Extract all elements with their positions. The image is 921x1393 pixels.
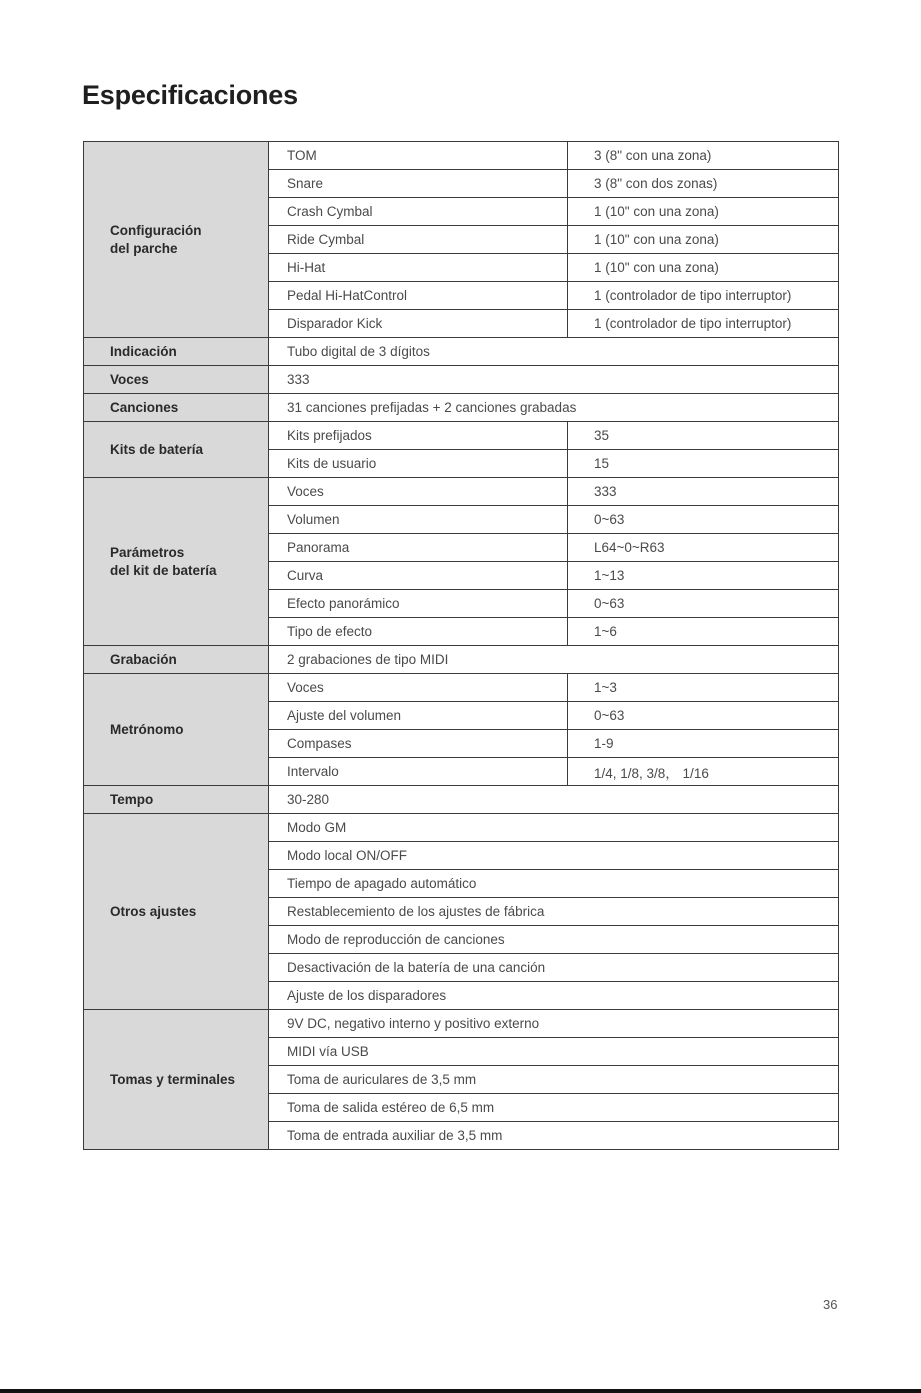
spec-label-cell: Snare <box>269 170 568 198</box>
spec-label-cell: Efecto panorámico <box>269 590 568 618</box>
spec-value-cell: 1 (controlador de tipo interruptor) <box>568 310 839 338</box>
spec-value-cell: 35 <box>568 422 839 450</box>
spec-label-cell: Disparador Kick <box>269 310 568 338</box>
spec-label-cell: Ride Cymbal <box>269 226 568 254</box>
category-cell: Tempo <box>84 786 269 814</box>
spec-label-cell: TOM <box>269 142 568 170</box>
spec-value-cell: 0~63 <box>568 702 839 730</box>
specifications-table <box>83 141 839 1150</box>
table-row <box>84 366 839 394</box>
category-cell: Configuración del parche <box>84 142 269 338</box>
category-cell: Otros ajustes <box>84 814 269 1010</box>
spec-label-cell: Tubo digital de 3 dígitos <box>269 338 839 366</box>
spec-label-cell: Tiempo de apagado automático <box>269 870 839 898</box>
table-row <box>84 394 839 422</box>
category-cell: Grabación <box>84 646 269 674</box>
table-row <box>84 338 839 366</box>
spec-value-cell: 1/4, 1/8, 3/8， 1/16 <box>568 758 839 786</box>
table-row <box>84 478 839 506</box>
spec-label-cell: 9V DC, negativo interno y positivo externo <box>269 1010 839 1038</box>
table-row <box>84 1010 839 1038</box>
category-cell: Canciones <box>84 394 269 422</box>
spec-value-cell: 1~3 <box>568 674 839 702</box>
spec-label-cell: 333 <box>269 366 839 394</box>
category-cell: Indicación <box>84 338 269 366</box>
spec-label-cell: Ajuste de los disparadores <box>269 982 839 1010</box>
spec-label-cell: Ajuste del volumen <box>269 702 568 730</box>
spec-label-cell: 30-280 <box>269 786 839 814</box>
category-cell: Parámetros del kit de batería <box>84 478 269 646</box>
spec-label-cell: Intervalo <box>269 758 568 786</box>
spec-label-cell: Hi-Hat <box>269 254 568 282</box>
spec-label-cell: Modo local ON/OFF <box>269 842 839 870</box>
spec-label-cell: Curva <box>269 562 568 590</box>
spec-label-cell: Modo de reproducción de canciones <box>269 926 839 954</box>
table-row <box>84 646 839 674</box>
page-number: 36 <box>823 1297 838 1312</box>
spec-label-cell: Restablecemiento de los ajustes de fábrica <box>269 898 839 926</box>
spec-label-cell: Voces <box>269 674 568 702</box>
spec-value-cell: 1~13 <box>568 562 839 590</box>
spec-label-cell: Desactivación de la batería de una canción <box>269 954 839 982</box>
category-cell: Tomas y terminales <box>84 1010 269 1150</box>
spec-value-cell: 1-9 <box>568 730 839 758</box>
spec-value-cell: 1 (10" con una zona) <box>568 226 839 254</box>
spec-value-cell: 333 <box>568 478 839 506</box>
spec-label-cell: Modo GM <box>269 814 839 842</box>
spec-label-cell: MIDI vía USB <box>269 1038 839 1066</box>
specifications-table-body <box>84 142 839 1150</box>
page-title: Especificaciones <box>82 80 298 110</box>
spec-label-cell: Toma de auriculares de 3,5 mm <box>269 1066 839 1094</box>
spec-label-cell: 31 canciones prefijadas + 2 canciones grabadas <box>269 394 839 422</box>
spec-value-cell: 3 (8" con dos zonas) <box>568 170 839 198</box>
spec-label-cell: Panorama <box>269 534 568 562</box>
spec-label-cell: Toma de entrada auxiliar de 3,5 mm <box>269 1122 839 1150</box>
spec-value-cell: 3 (8" con una zona) <box>568 142 839 170</box>
spec-label-cell: 2 grabaciones de tipo MIDI <box>269 646 839 674</box>
spec-label-cell: Voces <box>269 478 568 506</box>
spec-label-cell: Volumen <box>269 506 568 534</box>
spec-label-cell: Tipo de efecto <box>269 618 568 646</box>
table-row <box>84 786 839 814</box>
footer-rule <box>0 1389 921 1393</box>
spec-label-cell: Compases <box>269 730 568 758</box>
spec-label-cell: Kits de usuario <box>269 450 568 478</box>
spec-label-cell: Pedal Hi-HatControl <box>269 282 568 310</box>
spec-value-cell: 0~63 <box>568 590 839 618</box>
table-row <box>84 142 839 170</box>
category-cell: Metrónomo <box>84 674 269 786</box>
table-row <box>84 814 839 842</box>
spec-value-cell: 1 (10" con una zona) <box>568 198 839 226</box>
table-row <box>84 422 839 450</box>
spec-label-cell: Toma de salida estéreo de 6,5 mm <box>269 1094 839 1122</box>
spec-value-cell: 0~63 <box>568 506 839 534</box>
spec-value-cell: 1 (controlador de tipo interruptor) <box>568 282 839 310</box>
spec-value-cell: 1~6 <box>568 618 839 646</box>
spec-value-cell: 15 <box>568 450 839 478</box>
spec-label-cell: Crash Cymbal <box>269 198 568 226</box>
table-row <box>84 674 839 702</box>
category-cell: Voces <box>84 366 269 394</box>
category-cell: Kits de batería <box>84 422 269 478</box>
spec-value-cell: L64~0~R63 <box>568 534 839 562</box>
spec-label-cell: Kits prefijados <box>269 422 568 450</box>
spec-value-cell: 1 (10" con una zona) <box>568 254 839 282</box>
